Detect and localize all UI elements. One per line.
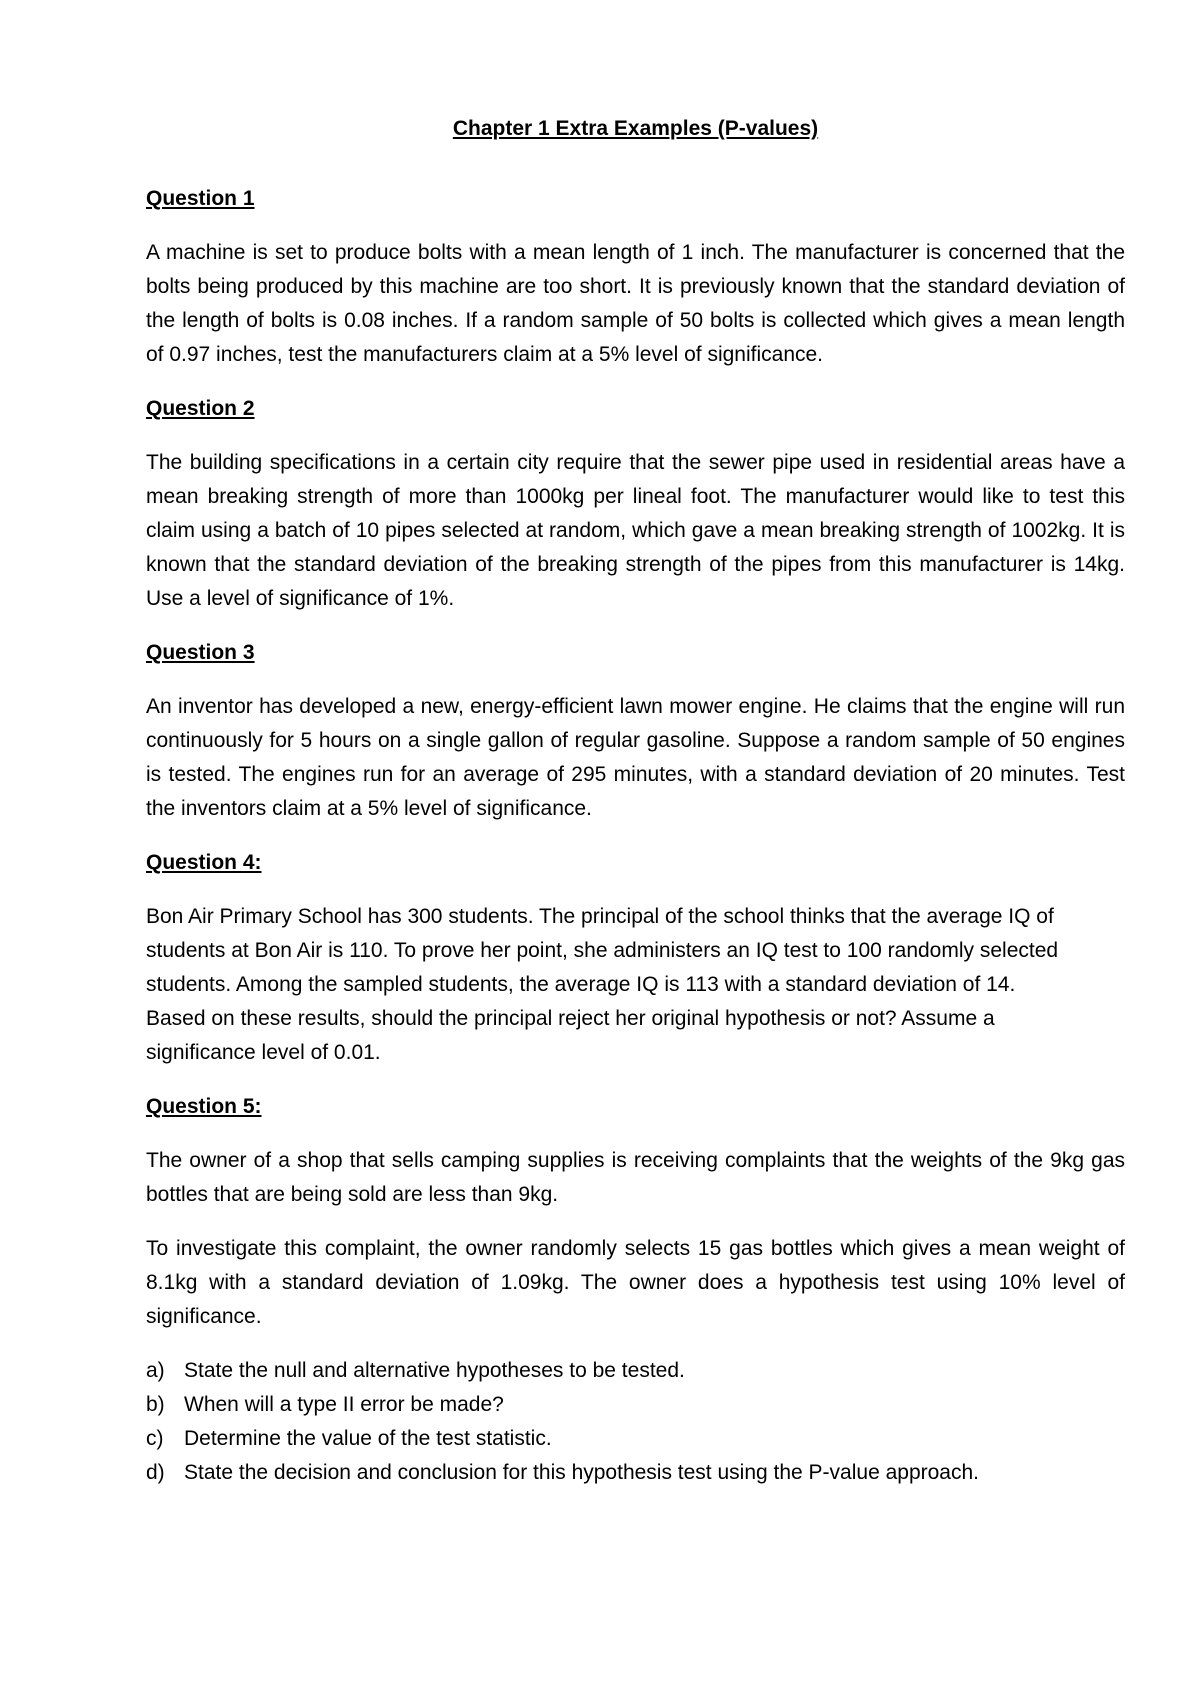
question-3 — [146, 636, 1125, 826]
question-part — [146, 1456, 1125, 1490]
question-text: The owner of a shop that sells camping supplies is receiving complaints that the weights of the 9kg gas bottles that are being sold are less than 9kg. — [146, 1149, 1125, 1206]
question-heading: Question 1 — [146, 187, 255, 210]
question-text-line: significance level of 0.01. — [146, 1041, 381, 1064]
part-letter: d) — [146, 1461, 165, 1484]
question-text: An inventor has developed a new, energy-efficient lawn mower engine. He claims that the engine will run continuously for 5 hours on a single gallon of regular gasoline. Suppose a random sample of 50 engines is tested. The engines run for an average of 295 minutes, with a standard deviation of 20 minutes. Test the inventors claim at a 5% level of significance. — [146, 695, 1125, 820]
part-letter: c) — [146, 1427, 164, 1450]
part-letter: b) — [146, 1393, 165, 1416]
question-text — [146, 900, 1125, 1070]
question-heading: Question 5: — [146, 1095, 262, 1118]
question-2 — [146, 392, 1125, 616]
question-part — [146, 1354, 1125, 1388]
part-text: State the null and alternative hypotheses to be tested. — [184, 1359, 685, 1382]
question-4 — [146, 846, 1125, 1070]
part-letter: a) — [146, 1359, 165, 1382]
question-text-line: Bon Air Primary School has 300 students. The principal of the school thinks that the average IQ of — [146, 905, 1054, 928]
question-5 — [146, 1090, 1125, 1490]
question-text: The building specifications in a certain city require that the sewer pipe used in residential areas have a mean breaking strength of more than 1000kg per lineal foot. The manufacturer would like to test this claim using a batch of 10 pipes selected at random, which gave a mean breaking strength of 1002kg. It is known that the standard deviation of the breaking strength of the pipes from this manufacturer is 14kg. Use a level of significance of 1%. — [146, 451, 1125, 610]
question-text: A machine is set to produce bolts with a mean length of 1 inch. The manufacturer is concerned that the bolts being produced by this machine are too short. It is previously known that the standard deviation of the length of bolts is 0.08 inches. If a random sample of 50 bolts is collected which gives a mean length of 0.97 inches, test the manufacturers claim at a 5% level of significance. — [146, 241, 1125, 366]
question-heading: Question 3 — [146, 641, 255, 664]
question-text-line: Based on these results, should the principal reject her original hypothesis or not? Assume a — [146, 1007, 995, 1030]
part-text: Determine the value of the test statistic. — [184, 1427, 552, 1450]
document-content — [146, 112, 1125, 1490]
question-part — [146, 1422, 1125, 1456]
document-title: Chapter 1 Extra Examples (P-values) — [452, 117, 819, 140]
question-parts-list — [146, 1354, 1125, 1490]
question-text: To investigate this complaint, the owner randomly selects 15 gas bottles which gives a mean weight of 8.1kg with a standard deviation of 1.09kg. The owner does a hypothesis test using 10% level of significance. — [146, 1237, 1125, 1328]
question-text-line: students at Bon Air is 110. To prove her point, she administers an IQ test to 100 randomly selected — [146, 939, 1059, 962]
question-1 — [146, 182, 1125, 372]
question-text-line: students. Among the sampled students, the average IQ is 113 with a standard deviation of 14. — [146, 973, 1016, 996]
question-heading: Question 4: — [146, 851, 262, 874]
part-text: State the decision and conclusion for this hypothesis test using the P-value approach. — [184, 1461, 979, 1484]
part-text: When will a type II error be made? — [184, 1393, 504, 1416]
question-part — [146, 1388, 1125, 1422]
question-heading: Question 2 — [146, 397, 255, 420]
